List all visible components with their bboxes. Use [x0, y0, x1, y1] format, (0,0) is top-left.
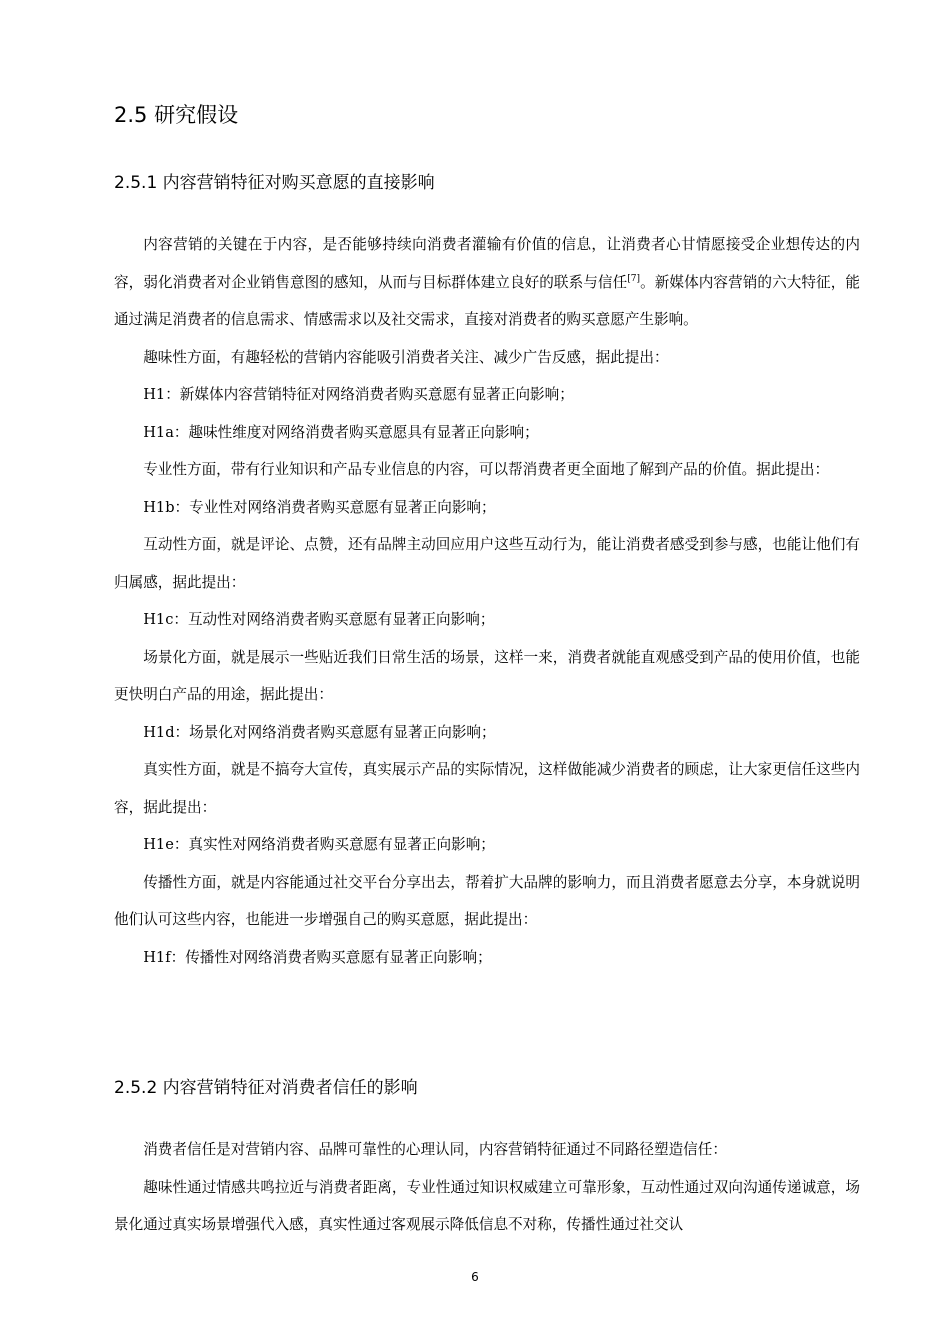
subsection-heading-2-5-1: 2.5.1 内容营销特征对购买意愿的直接影响 [114, 173, 435, 193]
subsection-heading-2-5-2: 2.5.2 内容营销特征对消费者信任的影响 [114, 1078, 418, 1098]
paragraph-interest: 趣味性方面，有趣轻松的营销内容能吸引消费者关注、减少广告反感，据此提出： [143, 348, 669, 366]
hypothesis-h1b: H1b：专业性对网络消费者购买意愿有显著正向影响； [143, 498, 496, 516]
intro-text: 内容营销的关键在于内容，是否能够持续向消费者灌输有价值的信息，让消费者心甘情愿接受企业想传达的内容，弱化消费者对企业销售意图的感知，从而与目标群体建立良好的联系与信任 [114, 236, 860, 291]
paragraph-scenario: 场景化方面，就是展示一些贴近我们日常生活的场景，这样一来，消费者就能直观感受到产品的使用价值，也能更快明白产品的用途，据此提出： [114, 648, 860, 703]
paragraph-trust-definition: 消费者信任是对营销内容、品牌可靠性的心理认同，内容营销特征通过不同路径塑造信任： [143, 1141, 727, 1158]
section-heading: 2.5 研究假设 [114, 103, 239, 127]
intro-paragraph [114, 226, 860, 339]
hypothesis-h1a: H1a：趣味性维度对网络消费者购买意愿具有显著正向影响； [143, 423, 539, 441]
citation-reference: [7] [627, 273, 641, 284]
paragraph-trust-paths: 趣味性通过情感共鸣拉近与消费者距离，专业性通过知识权威建立可靠形象，互动性通过双向沟通传递诚意，场景化通过真实场景增强代入感，真实性通过客观展示降低信息不对称，传播性通过社交认 [114, 1178, 860, 1233]
paragraph-interactivity: 互动性方面，就是评论、点赞，还有品牌主动回应用户这些互动行为，能让消费者感受到参与感，也能让他们有归属感，据此提出： [114, 536, 860, 591]
paragraph-authenticity: 真实性方面，就是不搞夸大宣传，真实展示产品的实际情况，这样做能减少消费者的顾虑，让大家更信任这些内容，据此提出： [114, 761, 860, 816]
hypothesis-h1d: H1d：场景化对网络消费者购买意愿有显著正向影响； [143, 723, 496, 741]
intro-text-continued: 。新媒体内容营销的六大特征，能通过满足消费者的信息需求、情感需求以及社交需求，直接对消费者的购买意愿产生影响。 [114, 273, 860, 328]
section-2-5-2-body [114, 1131, 860, 1244]
section-2-5-1-body [114, 226, 860, 976]
hypothesis-h1c: H1c：互动性对网络消费者购买意愿有显著正向影响； [143, 611, 495, 628]
paragraph-spreadability: 传播性方面，就是内容能通过社交平台分享出去，帮着扩大品牌的影响力，而且消费者愿意去分享，本身就说明他们认可这些内容，也能进一步增强自己的购买意愿，据此提出： [114, 873, 860, 928]
paragraph-professionalism: 专业性方面，带有行业知识和产品专业信息的内容，可以帮消费者更全面地了解到产品的价值。据此提出： [143, 461, 830, 478]
hypothesis-h1e: H1e：真实性对网络消费者购买意愿有显著正向影响； [143, 836, 495, 853]
hypothesis-h1f: H1f：传播性对网络消费者购买意愿有显著正向影响； [143, 948, 492, 966]
hypothesis-h1: H1：新媒体内容营销特征对网络消费者购买意愿有显著正向影响； [143, 386, 574, 403]
page-number: 6 [471, 1270, 479, 1284]
